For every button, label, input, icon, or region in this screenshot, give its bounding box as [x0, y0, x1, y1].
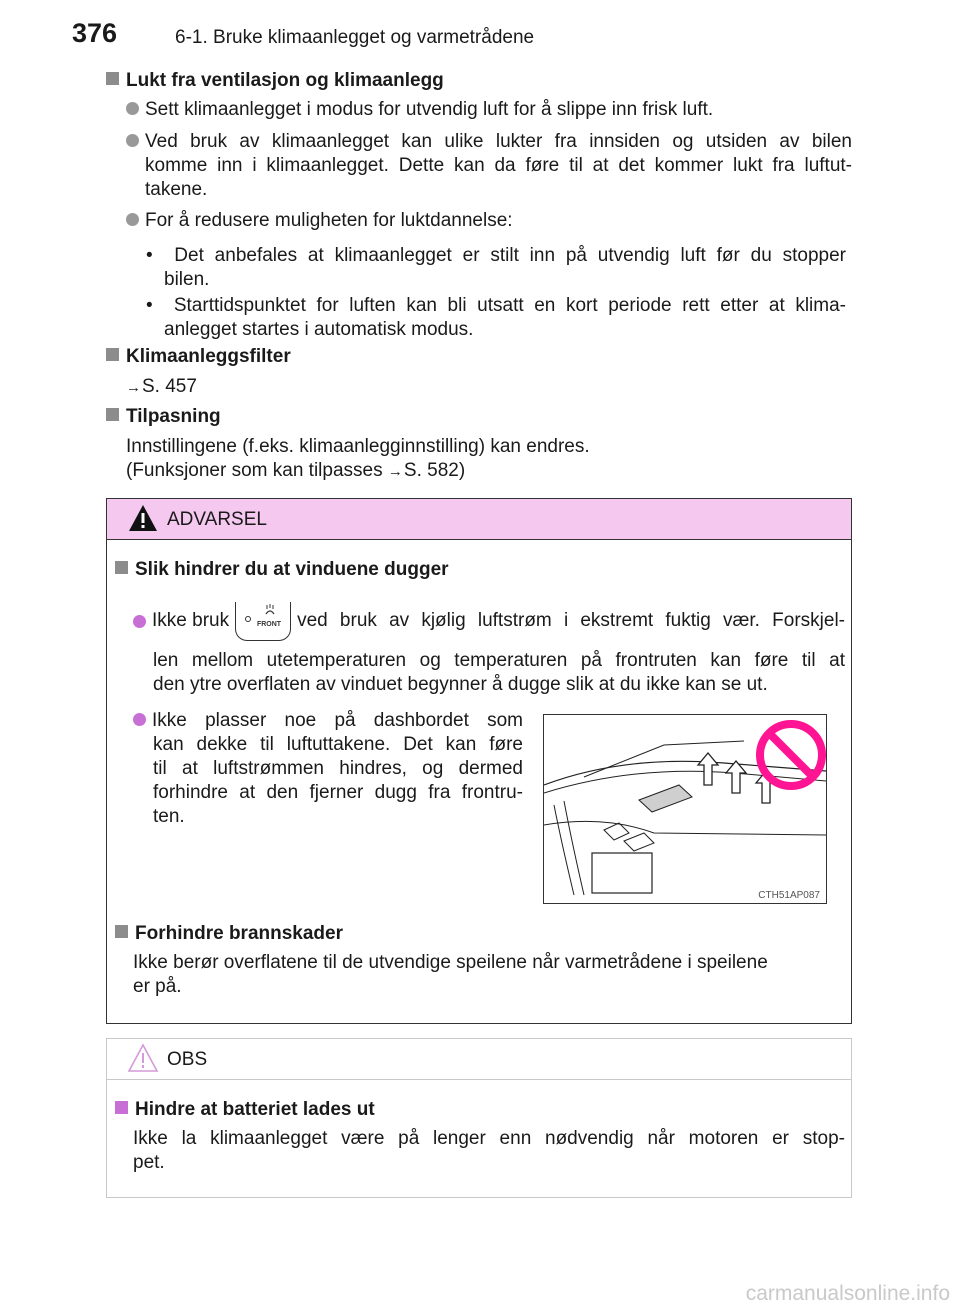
fog-heading: Slik hindrer du at vinduene dugger: [115, 559, 449, 581]
dashboard-vents-drawing: [544, 715, 826, 903]
section-marker-icon: [115, 1101, 128, 1114]
section-odor-title: Lukt fra ventilasjon og klimaanlegg: [126, 70, 444, 91]
bullet-dot-icon: [126, 134, 139, 147]
bullet-dot-icon: [133, 713, 146, 726]
site-watermark: carmanualsonline.info: [745, 1282, 950, 1305]
section-marker-icon: [115, 561, 128, 574]
warning-header: [107, 499, 851, 540]
burn-heading: Forhindre brannskader: [115, 923, 343, 945]
section-marker-icon: [106, 348, 119, 361]
page-number: 376: [72, 18, 118, 48]
odor-bullet-3: For å redusere muligheten for luktdannelse:: [126, 209, 513, 233]
arrow-right-icon: →: [387, 463, 403, 480]
warning-triangle-icon: [127, 503, 159, 533]
notice-title: OBS: [167, 1049, 208, 1070]
chapter-title: 6-1. Bruke klimaanlegget og varmetrådene: [175, 27, 535, 48]
bullet-dot-icon: [133, 615, 146, 628]
illustration-code: CTH51AP087: [758, 890, 820, 901]
dashboard-illustration: [543, 714, 827, 904]
battery-heading: Hindre at batteriet lades ut: [115, 1099, 375, 1121]
odor-sub-1: • Det anbefales at klimaanlegget er stilt inn på utvendig luft før du stopper bilen.: [146, 245, 846, 290]
filter-reference-link[interactable]: →S. 457: [126, 376, 197, 397]
customize-reference-link[interactable]: →S. 582): [387, 460, 466, 481]
front-defroster-button-icon: [235, 602, 291, 641]
odor-bullet-1: Sett klimaanlegget i modus for utvendig luft for å slippe inn frisk luft.: [126, 98, 713, 122]
odor-sub-2: • Starttidspunktet for luften kan bli utsatt en kort periode rett etter at klima- anlegget startes i automatisk modus.: [146, 295, 846, 340]
section-marker-icon: [106, 408, 119, 421]
section-marker-icon: [115, 925, 128, 938]
section-marker-icon: [106, 72, 119, 85]
fog-bullet-1: Ikke bruk FRONT ved bruk av kjølig luftstrøm i ekstremt fuktig vær. Forskjel- len mellom utetemperaturen og temperaturen på frontruten kan føre til at den ytre overflaten av vinduet begynner å dugge slik at du ikke kan se ut.: [133, 599, 845, 697]
customize-text: Innstillingene (f.eks. klimaanlegginnstilling) kan endres. (Funksjoner som kan tilpasses →S. 582): [126, 436, 590, 481]
warning-title: ADVARSEL: [167, 509, 267, 530]
caution-triangle-icon: [127, 1043, 159, 1073]
section-filter-heading: Klimaanleggsfilter: [106, 346, 291, 368]
section-odor-heading: [106, 70, 444, 92]
arrow-right-icon: →: [126, 379, 141, 396]
burn-text: Ikke berør overflatene til de utvendige speilene når varmetrådene i speilene er på.: [133, 952, 768, 997]
battery-text: Ikke la klimaanlegget være på lenger enn nødvendig når motoren er stop- pet.: [133, 1128, 845, 1173]
odor-bullet-2: Ved bruk av klimaanlegget kan ulike lukter fra innsiden og utsiden av bilen komme inn i klimaanlegget. Dette kan da føre til at det kommer lukt fra luftut- takene.: [126, 130, 852, 202]
fog-bullet-2: Ikke plasser noe på dashbordet som kan dekke til luftuttakene. Det kan føre til at luftstrømmen hindres, og dermed forhindre at den fjerner dugg fra frontru- ten.: [133, 709, 523, 829]
notice-header: [107, 1039, 851, 1080]
bullet-dot-icon: [126, 213, 139, 226]
bullet-dot-icon: [126, 102, 139, 115]
section-customize-heading: Tilpasning: [106, 406, 221, 428]
svg-text:FRONT: FRONT: [257, 620, 282, 628]
notice-box: [106, 1038, 852, 1198]
